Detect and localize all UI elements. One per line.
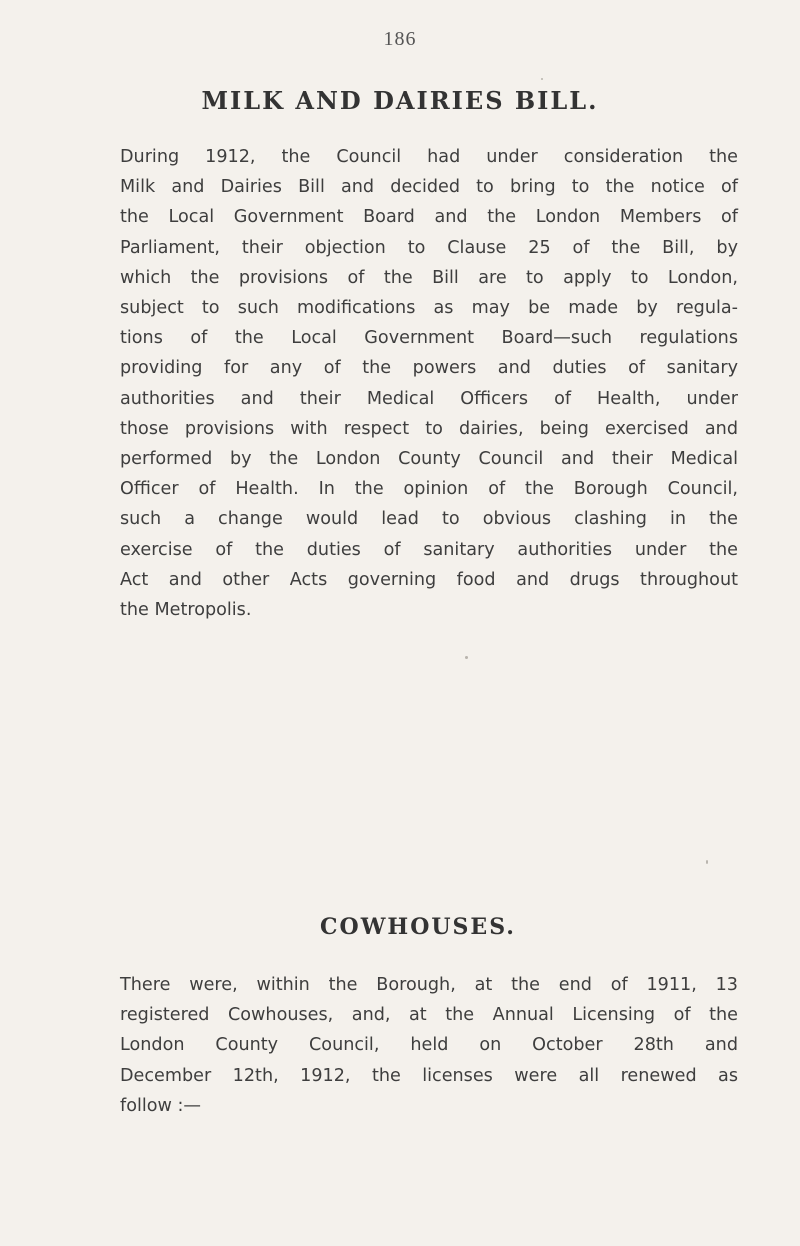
milk-and-dairies-paragraph — [120, 142, 738, 625]
text-line: registered Cowhouses, and, at the Annual Licensing of the — [120, 1005, 738, 1026]
page-number: 186 — [383, 28, 417, 50]
section-heading-cowhouses: COWHOUSES. — [320, 914, 516, 940]
text-line: December 12th, 1912, the licenses were all renewed as — [120, 1065, 738, 1086]
text-line: authorities and their Medical Officers of Health, under — [120, 388, 738, 409]
text-line: tions of the Local Government Board—such regulations — [120, 328, 738, 349]
text-line: performed by the London County Council and their Medical — [120, 449, 738, 470]
text-line: exercise of the duties of sanitary authorities under the — [120, 539, 738, 560]
text-line: the Local Government Board and the London Members of — [120, 207, 738, 228]
cowhouses-paragraph — [120, 970, 738, 1121]
text-line: Officer of Health. In the opinion of the Borough Council, — [120, 479, 738, 500]
text-line: providing for any of the powers and duties of sanitary — [120, 358, 738, 379]
text-line: Act and other Acts governing food and drugs throughout — [120, 569, 738, 590]
text-line: those provisions with respect to dairies, being exercised and — [120, 418, 738, 439]
text-line: such a change would lead to obvious clashing in the — [120, 509, 738, 530]
text-line: follow :— — [120, 1095, 202, 1116]
text-line: There were, within the Borough, at the end of 1911, 13 — [120, 975, 738, 995]
paper-speck — [465, 656, 468, 659]
text-line: Parliament, their objection to Clause 25 of the Bill, by — [120, 237, 738, 258]
text-line: subject to such modifications as may be made by regula- — [120, 298, 738, 319]
section-heading-milk-and-dairies-bill: MILK AND DAIRIES BILL. — [201, 86, 599, 115]
paper-speck — [541, 78, 543, 80]
text-line: During 1912, the Council had under consideration the — [120, 147, 738, 167]
text-line: Milk and Dairies Bill and decided to bring to the notice of — [120, 177, 738, 198]
text-line: which the provisions of the Bill are to apply to London, — [120, 267, 738, 288]
text-line: the Metropolis. — [120, 600, 252, 621]
text-line: London County Council, held on October 28th and — [120, 1035, 738, 1056]
paper-speck — [706, 860, 708, 864]
